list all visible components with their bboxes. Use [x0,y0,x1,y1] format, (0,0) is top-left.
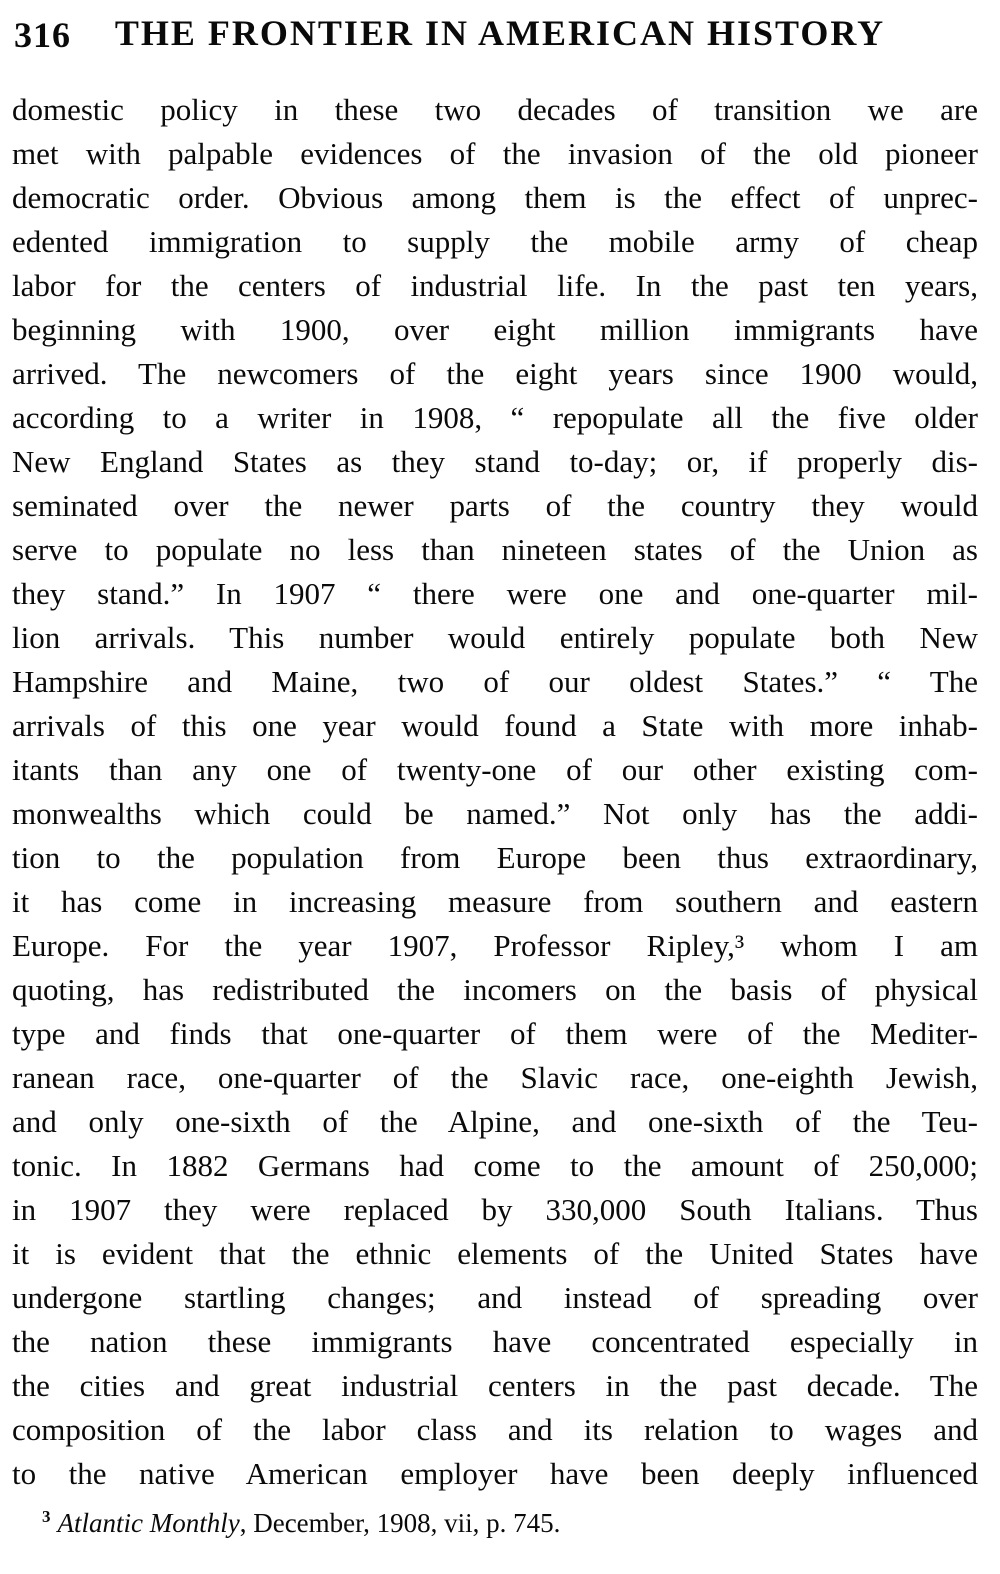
footnote-source: Atlantic Monthly [57,1508,240,1538]
body-text [12,88,978,1496]
text-line: domestic policy in these two decades of transition we are [12,92,978,127]
footnote-citation: , December, 1908, vii, p. 745. [239,1508,561,1538]
running-header [0,12,1000,56]
text-line: New England States as they stand to-day; or, if properly dis- [12,444,978,479]
text-line: democratic order. Obvious among them is the effect of unprec- [12,180,978,215]
text-line: lion arrivals. This number would entirely populate both New [12,620,978,655]
text-line: Europe. For the year 1907, Professor Ripley,³ whom I am [12,928,978,963]
text-line: monwealths which could be named.” Not only has the addi- [12,796,978,831]
footnote [12,1502,978,1544]
text-line: serve to populate no less than nineteen states of the Union as [12,532,978,567]
text-line: edented immigration to supply the mobile army of cheap [12,224,978,259]
page-number: 316 [14,15,71,55]
text-line: labor for the centers of industrial life. In the past ten years, [12,268,978,303]
text-line: type and finds that one-quarter of them were of the Mediter- [12,1016,978,1051]
text-line: and only one-sixth of the Alpine, and one-sixth of the Teu- [12,1104,978,1139]
text-line: ranean race, one-quarter of the Slavic race, one-eighth Jewish, [12,1060,978,1095]
text-line: undergone startling changes; and instead of spreading over [12,1280,978,1315]
text-line: the nation these immigrants have concentrated especially in [12,1324,978,1359]
running-title: THE FRONTIER IN AMERICAN HISTORY [114,13,886,53]
text-line: tion to the population from Europe been thus extraordinary, [12,840,978,875]
text-line: met with palpable evidences of the invasion of the old pioneer [12,136,978,171]
text-line: the cities and great industrial centers in the past decade. The [12,1368,978,1403]
text-line: according to a writer in 1908, “ repopulate all the five older [12,400,978,435]
text-line: beginning with 1900, over eight million immigrants have [12,312,978,347]
text-line: composition of the labor class and its relation to wages and [12,1412,978,1447]
text-line: Hampshire and Maine, two of our oldest States.” “ The [12,664,978,699]
text-line: itants than any one of twenty-one of our other existing com- [12,752,978,787]
text-line: tonic. In 1882 Germans had come to the amount of 250,000; [12,1148,978,1183]
footnote-marker: 3 [42,1507,51,1526]
text-line: arrived. The newcomers of the eight years since 1900 would, [12,356,978,391]
text-line: it has come in increasing measure from southern and eastern [12,884,978,919]
text-line: arrivals of this one year would found a State with more inhab- [12,708,978,743]
text-line: quoting, has redistributed the incomers on the basis of physical [12,972,978,1007]
text-line: seminated over the newer parts of the country they would [12,488,978,523]
text-line: they stand.” In 1907 “ there were one and one-quarter mil- [12,576,978,611]
text-line: in 1907 they were replaced by 330,000 South Italians. Thus [12,1192,978,1227]
text-line: it is evident that the ethnic elements of the United States have [12,1236,978,1271]
text-line: to the native American employer have been deeply influenced [12,1456,978,1491]
